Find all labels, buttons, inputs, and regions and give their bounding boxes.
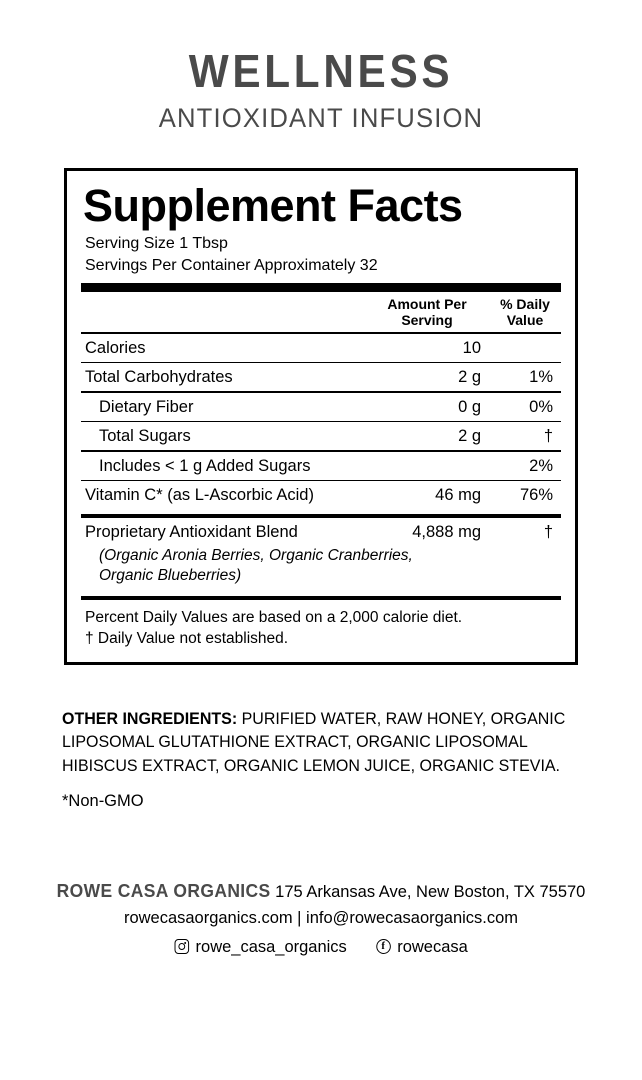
other-ingredients [62, 708, 566, 778]
header-daily-value [497, 292, 561, 332]
header-dv-line1: % Daily [500, 296, 550, 313]
footnotes [81, 600, 561, 652]
other-ingredients-label: OTHER INGREDIENTS: [62, 710, 238, 728]
row-amount [373, 452, 497, 480]
row-amount: 0 g [458, 397, 481, 416]
row-amount: 2 g [458, 427, 481, 446]
row-name: Dietary Fiber [99, 397, 194, 416]
blend-ingredients-line2: Organic Blueberries) [99, 566, 242, 584]
row-dv: † [543, 427, 553, 446]
header-dv-line2: Value [506, 311, 544, 328]
blend-ingredients [81, 546, 561, 589]
table-row [81, 481, 561, 509]
footnote-daily-values: Percent Daily Values are based on a 2,000 calorie diet. [85, 608, 463, 626]
non-gmo-note: *Non-GMO [62, 792, 144, 810]
footer-address-line [10, 878, 633, 905]
row-name: Total Sugars [99, 427, 191, 446]
blend-ingredients-row [81, 546, 561, 589]
row-amount: 10 [462, 338, 481, 357]
header-amount-per-serving [373, 292, 497, 332]
facebook-handle[interactable]: rowecasa [397, 937, 468, 957]
table-row [81, 422, 561, 450]
servings-per-container: Servings Per Container Approximately 32 [85, 256, 378, 274]
other-ingredients-text: PURIFIED WATER, RAW HONEY, ORGANIC LIPOSOMAL GLUTATHIONE EXTRACT, ORGANIC LIPOSOMAL HIBISCUS EXTRACT, ORGANIC LEMON JUICE, ORGANIC STEVIA. [62, 710, 566, 775]
row-dv: 76% [519, 486, 553, 505]
table-row [81, 334, 561, 362]
instagram-handle[interactable]: rowe_casa_organics [195, 937, 347, 957]
footer [10, 878, 633, 961]
blend-row [81, 518, 561, 546]
product-subtitle: ANTIOXIDANT INFUSION [158, 103, 484, 133]
serving-size: Serving Size 1 Tbsp [85, 235, 228, 253]
row-name: Includes < 1 g Added Sugars [99, 456, 311, 475]
row-dv: 0% [529, 397, 553, 416]
footnote-dv-not-established: † Daily Value not established. [85, 629, 289, 647]
header-amount-line1: Amount Per [387, 296, 467, 313]
header-amount-line2: Serving [401, 311, 453, 328]
facebook-icon[interactable]: f [376, 939, 391, 954]
table-row [81, 393, 561, 421]
blend-dv: † [543, 523, 553, 542]
table-row [81, 452, 561, 480]
footer-address: 175 Arkansas Ave, New Boston, TX 75570 [270, 882, 586, 901]
row-dv: 1% [529, 368, 553, 387]
product-title: WELLNESS [188, 45, 454, 97]
nutrition-table [81, 292, 561, 509]
footer-web-email[interactable]: rowecasaorganics.com | info@rowecasaorganics.com [123, 908, 519, 927]
product-header [0, 0, 642, 132]
proprietary-blend-table [81, 518, 561, 589]
supplement-facts-title: Supplement Facts [83, 180, 463, 231]
table-row [81, 363, 561, 391]
divider-thick-top [81, 283, 561, 292]
footer-social [10, 933, 633, 960]
row-name: Calories [85, 338, 146, 357]
footer-brand: ROWE CASA ORGANICS [56, 881, 271, 901]
row-name: Total Carbohydrates [85, 368, 233, 387]
row-amount: 2 g [458, 368, 481, 387]
header-blank [81, 292, 373, 332]
supplement-facts-panel [64, 168, 578, 665]
row-amount: 46 mg [435, 486, 481, 505]
row-name: Vitamin C* (as L-Ascorbic Acid) [85, 486, 314, 505]
blend-name: Proprietary Antioxidant Blend [85, 523, 298, 542]
instagram-icon[interactable] [174, 939, 189, 954]
table-header-row [81, 292, 561, 332]
blend-amount: 4,888 mg [412, 523, 481, 542]
row-dv [497, 334, 561, 362]
blend-ingredients-line1: (Organic Aronia Berries, Organic Cranberries, [99, 547, 413, 565]
row-dv: 2% [529, 456, 553, 475]
